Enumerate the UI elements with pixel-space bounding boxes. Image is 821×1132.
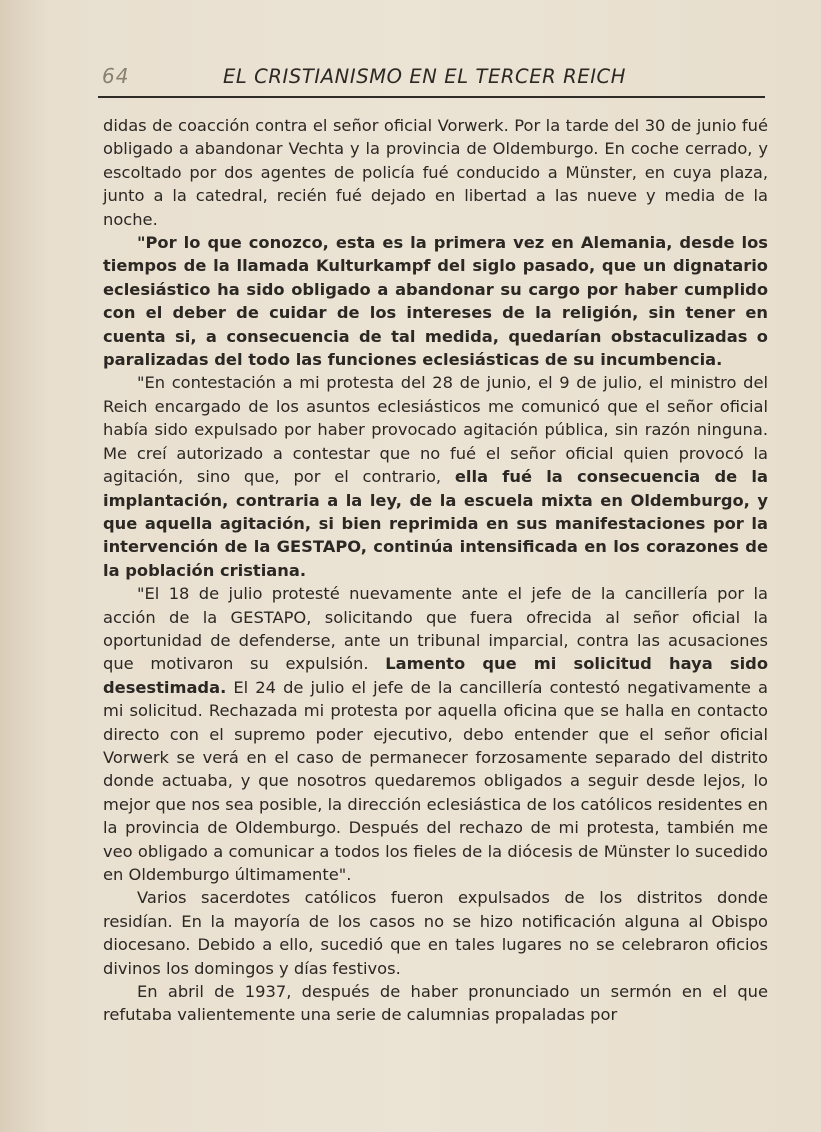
text-segment: didas de coacción contra el señor oficial Vorwerk. Por la tarde del 30 de junio fué obligado a abandonar Vechta y la provincia de Oldemburgo. En coche cerrado, y escoltado por dos agentes de policía fué conducido a Münster, en cuya plaza, junto a la catedral, recién fué dejado en libertad a las nueve y media de la noche. (103, 116, 768, 229)
text-segment: El 24 de julio el jefe de la cancillería contestó negativamente a mi solicitud. Rechazada mi protesta por aquella oficina que se halla en contacto directo con el supremo poder ejecutivo, debo entender que el señor oficial Vorwerk se verá en el caso de permanecer forzosamente separado del distrito donde actuaba, y que nosotros quedaremos obligados a seguir desde lejos, lo mejor que nos sea posible, la dirección eclesiástica de los católicos residentes en la provincia de Oldemburgo. Después del rechazo de mi protesta, también me veo obligado a comunicar a todos los fieles de la diócesis de Münster lo sucedido en Oldemburgo últimamente". (103, 677, 768, 884)
paragraph-3 (103, 371, 768, 582)
paragraph-1 (103, 114, 768, 231)
body-text (103, 114, 768, 1027)
text-segment: "El 18 de julio protesté nuevamente ante el jefe de la cancillería por la acción de la GESTAPO, solicitando que fuera ofrecida al señor oficial la oportunidad de defenderse, ante un tribunal imparcial, contra las acusaciones que motivaron su expulsión. (103, 584, 768, 674)
page-number: 64 (102, 64, 130, 88)
paragraph-4 (103, 582, 768, 886)
page-header (98, 62, 765, 98)
bold-text-segment: ella fué la consecuencia de la implantación, contraria a la ley, de la escuela mixta en Oldemburgo, y que aquella agitación, si bien reprimida en sus manifestaciones por la intervención de la GESTAPO, continúa intensificada en los corazones de la población cristiana. (103, 467, 768, 580)
running-title: EL CRISTIANISMO EN EL TERCER REICH (223, 65, 627, 88)
bold-text-segment: "Por lo que conozco, esta es la primera vez en Alemania, desde los tiempos de la llamada Kulturkampf del siglo pasado, que un dignatario eclesiástico ha sido obligado a abandonar su cargo por haber cumplido con el deber de cuidar de los intereses de la religión, sin tener en cuenta si, a consecuencia de tal medida, quedarían obstaculizadas o paralizadas del todo las funciones eclesiásticas de su incumbencia. (103, 233, 768, 370)
text-segment: En abril de 1937, después de haber pronunciado un sermón en el que refutaba valientemente una serie de calumnias propaladas por (103, 982, 768, 1025)
paragraph-2 (103, 231, 768, 371)
paragraph-5 (103, 886, 768, 980)
text-segment: Varios sacerdotes católicos fueron expulsados de los distritos donde residían. En la mayoría de los casos no se hizo notificación alguna al Obispo diocesano. Debido a ello, sucedió que en tales lugares no se celebraron oficios divinos los domingos y días festivos. (103, 888, 768, 978)
bold-text-segment: Lamento que mi solicitud haya sido desestimada. (103, 654, 769, 697)
text-segment: "En contestación a mi protesta del 28 de junio, el 9 de julio, el ministro del Reich encargado de los asuntos eclesiásticos me comunicó que el señor oficial había sido expulsado por haber provocado agitación pública, sin razón ninguna. Me creí autorizado a contestar que no fué el señor oficial quien provocó la agitación, sino que, por el contrario, (103, 373, 768, 487)
paragraph-6 (103, 980, 768, 1027)
